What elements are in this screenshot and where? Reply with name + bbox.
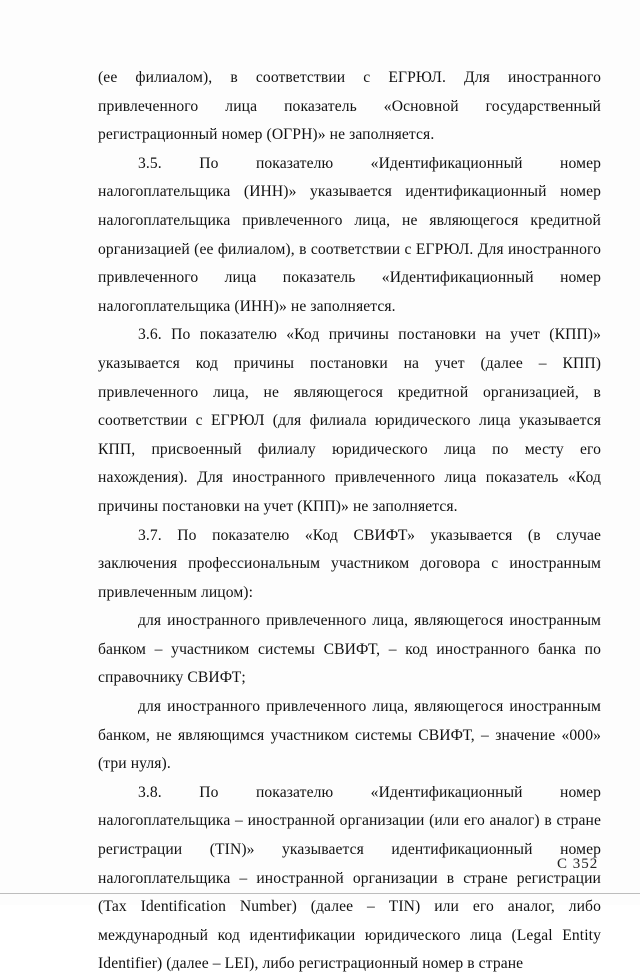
paragraph-3-5-inn: 3.5. По показателю «Идентификационный номер налогоплательщика (ИНН)» указывается идентификационный номер налогоплательщика привлеченного лица, не являющегося кредитной организацией (ее филиалом), в соответствии с ЕГРЮЛ. Для иностранного привлеченного лица показатель «Идентификационный номер налогоплательщика (ИНН)» не заполняется. [98,154,601,315]
page-edge-line [0,893,640,894]
paragraph-3-8-tin: 3.8. По показателю «Идентификационный номер налогоплательщика – иностранной организации (или его аналог) в стране регистрации (TIN)» указывается идентификационный номер налогоплательщика – иностранной организации в стране регистрации (Tax Identification Number) (далее – TIN) или его аналог, либо международный код идентификации юридического лица (Legal Entity Identifier) (далее – LEI), либо регистрационный номер в стране [98,783,601,973]
paragraph-swift-non-participant: для иностранного привлеченного лица, являющегося иностранным банком, не являющимся участником системы СВИФТ, – значение «000» (три нуля). [98,698,601,773]
paragraph-swift-participant: для иностранного привлеченного лица, являющегося иностранным банком – участником системы СВИФТ, – код иностранного банка по справочнику СВИФТ; [98,612,601,687]
paragraph-ogrn-continuation: (ее филиалом), в соответствии с ЕГРЮЛ. Для иностранного привлеченного лица показатель «Основной государственный регистрационный номер (ОГРН)» не заполняется. [98,69,601,144]
paragraph-3-6-kpp: 3.6. По показателю «Код причины постановки на учет (КПП)» указывается код причины постановки на учет (далее – КПП) привлеченного лица, не являющегося кредитной организацией, в соответствии с ЕГРЮЛ (для филиала юридического лица указывается КПП, присвоенный филиалу юридического лица по месту его нахождения). Для иностранного привлеченного лица показатель «Код причины постановки на учет (КПП)» не заполняется. [98,326,601,515]
page-number: С 352 [557,856,599,872]
paragraph-3-7-swift: 3.7. По показателю «Код СВИФТ» указывается (в случае заключения профессиональным участником договора с иностранным привлеченным лицом): [98,526,601,601]
document-body [98,64,601,979]
